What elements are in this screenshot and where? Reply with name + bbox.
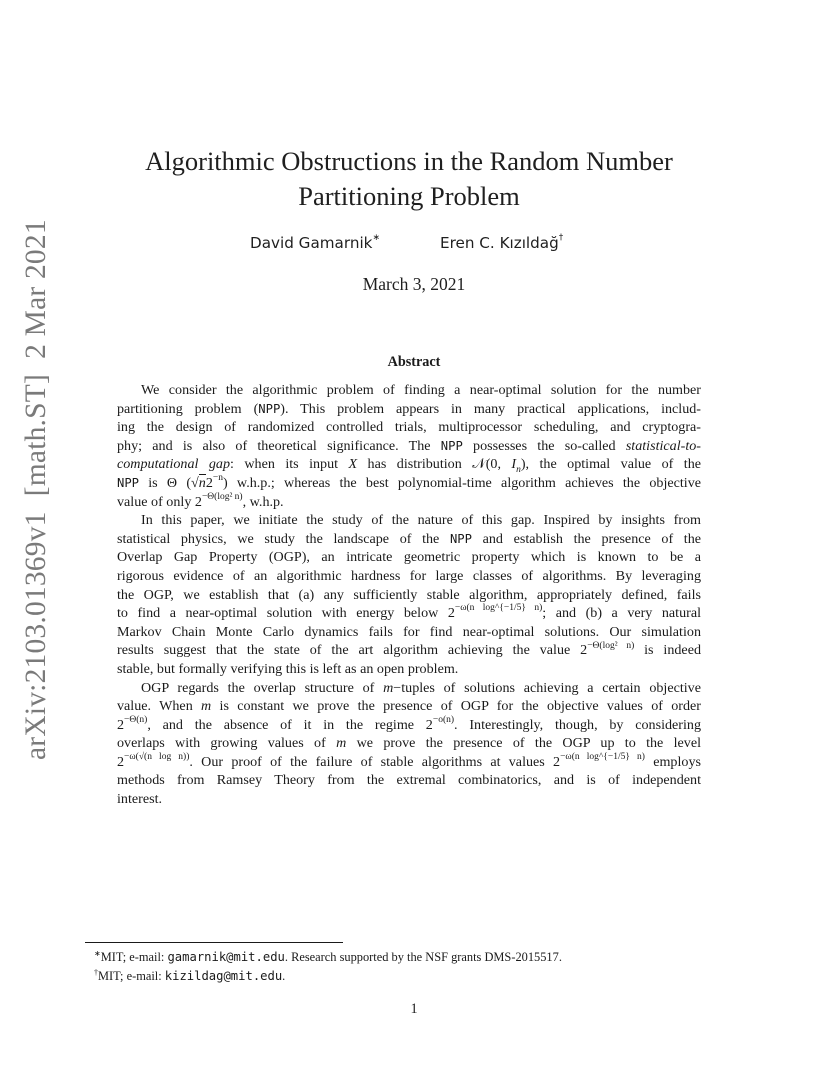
- page-number: 1: [410, 1001, 418, 1017]
- title-line-1: Algorithmic Obstructions in the Random Number: [145, 146, 673, 176]
- arxiv-identifier-stamp: arXiv:2103.01369v1 [math.ST] 2 Mar 2021: [20, 219, 52, 760]
- footnote-kizildag: †MIT; e-mail: kizildag@mit.edu.: [94, 968, 286, 984]
- abstract-line: statistical physics, we study the landscape of the NPP and establish the presence of the: [117, 530, 702, 547]
- abstract-line: Overlap Gap Property (OGP), an intricate geometric property which is known to be a: [117, 549, 701, 566]
- footnote-mark: †: [94, 968, 98, 978]
- author-kizildag: [440, 234, 563, 252]
- footnote-divider: [85, 942, 343, 943]
- abstract-line: results suggest that the state of the art algorithm achieving the value $2^{-\Theta(log^2 n)}$ is indeed: [117, 640, 701, 659]
- author-name: David Gamarnik: [250, 234, 373, 252]
- footnotes: [94, 946, 562, 984]
- footnote-gamarnik: ∗MIT; e-mail: gamarnik@mit.edu. Research supported by the NSF grants DMS-2015517.: [94, 949, 562, 965]
- abstract-line: overlaps with growing values of m we prove the presence of the OGP up to the level: [117, 735, 701, 752]
- email-link[interactable]: gamarnik@mit.edu: [167, 950, 285, 965]
- abstract-line: $2^{-\Theta(n)}$, and the absence of it in the regime $2^{-o(n)}$. Interestingly, though, by considering: [117, 715, 701, 733]
- author-name: Eren C. Kızıldağ: [440, 234, 559, 252]
- author-gamarnik: [250, 234, 380, 252]
- abstract-line: We consider the algorithmic problem of finding a near-optimal solution for the number: [141, 382, 701, 398]
- abstract-line: phy; and is also of theoretical significance. The NPP possesses the so-called statistical-to-: [117, 437, 701, 454]
- abstract-line: interest.: [117, 791, 163, 808]
- abstract-line: OGP regards the overlap structure of m−tuples of solutions achieving a certain objective: [141, 679, 701, 696]
- abstract-line: computational gap: when its input X has distribution 𝒩(0, $I_n$), the optimal value of the: [117, 456, 702, 476]
- email-link[interactable]: kizildag@mit.edu: [164, 969, 283, 984]
- abstract-line: stable, but formally verifying this is left as an open problem.: [117, 660, 459, 677]
- abstract-line: $2^{-\omega(√(n log n))}$. Our proof of the failure of stable algorithms at values $2^{-\omega(n log\^{}\{-1/5\} n)}$ employs: [117, 752, 701, 770]
- abstract-body: [117, 381, 701, 809]
- abstract-line: ing the design of randomized controlled trials, multiprocessor scheduling, and cryptogra-: [117, 419, 701, 436]
- abstract-line: value. When m is constant we prove the presence of OGP for the objective values of order: [117, 698, 701, 715]
- abstract-line: Markov Chain Monte Carlo dynamics fails for find near-optimal solutions. Our simulation: [117, 623, 701, 640]
- abstract-line: NPP is Θ $(√n2^{-n})$ w.h.p.; whereas the best polynomial-time algorithm achieves the objective: [117, 473, 702, 491]
- abstract-line: value of only $2^{-\Theta(log^2 n)}$, w.h.p.: [117, 491, 284, 510]
- abstract-line: to find a near-optimal solution with energy below $2^{-\omega(n log\^{}\{-1/5\} n)}$; and (b) a very natural: [117, 603, 702, 622]
- title-line-2: Partitioning Problem: [298, 181, 520, 211]
- author-footnote-mark: †: [558, 232, 564, 243]
- author-footnote-mark: ∗: [372, 232, 381, 243]
- abstract-line: methods from Ramsey Theory from the extremal combinatorics, and is of independent: [117, 772, 701, 789]
- abstract-line: partitioning problem (NPP). This problem appears in many practical applications, includ-: [117, 400, 701, 417]
- footnote-mark: ∗: [94, 949, 101, 958]
- abstract-line: the OGP, we establish that (a) any sufficiently stable algorithm, appropriately defined, fails: [117, 586, 701, 603]
- paper-date: March 3, 2021: [362, 274, 466, 294]
- abstract-heading: Abstract: [387, 354, 441, 370]
- abstract-line: In this paper, we initiate the study of the nature of this gap. Inspired by insights from: [141, 512, 701, 529]
- paper-title: [100, 144, 718, 214]
- abstract-line: rigorous evidence of an algorithmic hardness for large classes of algorithms. By leveraging: [117, 567, 701, 584]
- author-list: [0, 234, 828, 256]
